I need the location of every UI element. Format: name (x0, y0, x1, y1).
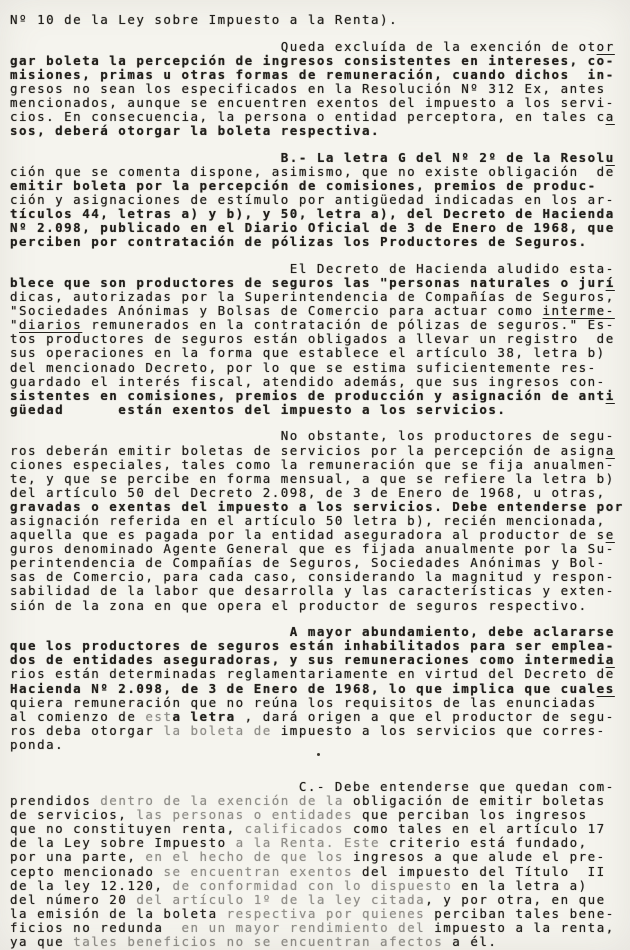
document-line: ros deberán emitir boletas de servicios por la percepción de asigna (10, 442, 615, 458)
document-line: rios están determinadas reglamentariamente en virtud del Decreto de (10, 666, 615, 682)
document-line: "Sociedades Anónimas y Bolsas de Comercio para actuar como interme- (10, 303, 615, 319)
document-line: perciben por contratación de pólizas los Productores de Seguros. (10, 234, 588, 250)
document-line: quiera remuneración que no reúna los requisitos de las enunciadas (10, 694, 597, 710)
document-line: de la ley 12.120, de conformidad con lo dispuesto en la letra a) (10, 877, 588, 893)
document-line: ficios no redunda en un mayor rendimiento del impuesto a la renta, (10, 919, 615, 935)
document-line: cios. En consecuencia, la persona o entidad perceptora, en tales ca (10, 109, 615, 125)
document-line: "diarios remunerados en la contratación de pólizas de seguros." Es- (10, 317, 615, 333)
paragraph (10, 262, 630, 417)
document-line: del artículo 50 del Decreto 2.098, de 3 de Enero de 1968, u otras, (10, 484, 606, 500)
document-body (10, 13, 630, 949)
document-line: mencionados, aunque se encuentren exentos del impuesto a los servi- (10, 94, 615, 110)
document-line: sabilidad de la labor que desarrolla y las características y exten- (10, 583, 615, 599)
document-line: güedad están exentos del impuesto a los servicios. (10, 401, 507, 417)
document-line: El Decreto de Hacienda aludido esta- (10, 260, 615, 276)
paragraph (10, 780, 630, 949)
paragraph (10, 40, 630, 139)
document-line: gar boleta la percepción de ingresos consistentes en intereses, co- (10, 52, 615, 68)
document-line: sión de la zona en que opera el productor de seguros respectivo. (10, 597, 588, 613)
document-line: gresos no sean los especificados en la Resolución Nº 312 Ex, antes (10, 80, 606, 96)
document-line: al comienzo de esta letra , dará origen a que el productor de segu- (10, 708, 615, 724)
document-line: guardado el interés fiscal, atendido además, que sus ingresos con- (10, 373, 606, 389)
document-line: ros deba otorgar la boleta de impuesto a los servicios que corres- (10, 722, 606, 738)
document-line: la emisión de la boleta respectiva por quienes perciban tales bene- (10, 905, 615, 921)
document-line: B.- La letra G del Nº 2º de la Resolu (10, 149, 615, 165)
document-line: dicas, autorizadas por la Superintendencia de Compañías de Seguros, (10, 289, 615, 305)
document-line: cepto mencionado se encuentran exentos del impuesto del Título II (10, 863, 606, 879)
document-line: sos, deberá otorgar la boleta respectiva. (10, 123, 381, 139)
document-line: tos productores de seguros están obligados a llevar un registro de (10, 331, 615, 347)
document-line: No obstante, los productores de segu- (10, 428, 615, 444)
document-line: C.- Debe entenderse que quedan com- (10, 779, 615, 794)
document-line: Hacienda Nº 2.098, de 3 de Enero de 1968, lo que implica que cuales (10, 680, 615, 696)
document-line: dos de entidades aseguradoras, y sus remuneraciones como intermedia (10, 652, 615, 668)
document-heading-line: Nº 10 de la Ley sobre Impuesto a la Renta). (10, 12, 399, 27)
document-line: aquella que es pagada por la entidad aseguradora al productor de se (10, 527, 615, 543)
document-line: perintendencia de Compañías de Seguros, Sociedades Anónimas y Bol- (10, 555, 606, 571)
paragraph (10, 151, 630, 250)
document-line: ponda. (10, 736, 65, 752)
document-line: ción que se comenta dispone, asimismo, que no existe obligación de (10, 163, 615, 179)
document-line: ya que tales beneficios no se encuentran afectos a él. (10, 934, 498, 950)
document-line: prendidos dentro de la exención de la obligación de emitir boletas (10, 793, 606, 809)
document-line: ción y asignaciones de estímulo por antigüedad indicadas en los ar- (10, 192, 615, 208)
document-line: sistentes en comisiones, premios de producción y asignación de anti (10, 387, 615, 403)
document-line: Queda excluída de la exención de otor (10, 38, 615, 54)
document-line: A mayor abundamiento, debe aclararse (10, 624, 615, 640)
paragraph (10, 429, 630, 612)
document-line: guros denominado Agente General que es fijada anualmente por la Su- (10, 541, 615, 557)
document-line: misiones, primas u otras formas de remuneración, cuando dichos in- (10, 66, 615, 82)
document-line: blece que son productores de seguros las "personas naturales o jurí (10, 275, 615, 290)
document-line: de servicios, las personas o entidades que perciban los ingresos (10, 807, 588, 823)
document-line: ciones especiales, tales como la remuneración que se fija anualmen- (10, 456, 615, 472)
document-line: emitir boleta por la percepción de comisiones, premios de produc- (10, 177, 597, 193)
document-line: asignación referida en el artículo 50 letra b), recién mencionada, (10, 513, 606, 528)
document-line: te, y que se percibe en forma mensual, a que se refiere la letra b) (10, 470, 615, 486)
document-line: tículos 44, letras a) y b), y 50, letra a), del Decreto de Hacienda (10, 206, 615, 222)
document-line: sus operaciones en la forma que establece el artículo 38, letra b) (10, 345, 606, 361)
document-line: Nº 2.098, publicado en el Diario Oficial de 3 de Enero de 1968, que (10, 220, 615, 236)
document-line: que los productores de seguros están inhabilitados para ser emplea- (10, 638, 615, 654)
document-line: de la Ley sobre Impuesto a la Renta. Este criterio está fundado, (10, 835, 588, 851)
document-line: gravadas o exentas del impuesto a los servicios. Debe entenderse por (10, 498, 624, 514)
document-paragraphs (10, 40, 630, 950)
document-line: que no constituyen renta, calificados como tales en el artículo 17 (10, 821, 606, 837)
scan-artifact-dot (317, 753, 320, 756)
document-line: del mencionado Decreto, por lo que se estima suficientemente res- (10, 359, 597, 375)
document-line: sas de Comercio, para cada caso, considerando la magnitud y respon- (10, 569, 615, 585)
paragraph (10, 625, 630, 752)
document-line: del número 20 del artículo 1º de la ley citada, y por otra, en que (10, 891, 606, 907)
document-line: por una parte, en el hecho de que los ingresos a que alude el pre- (10, 849, 606, 865)
